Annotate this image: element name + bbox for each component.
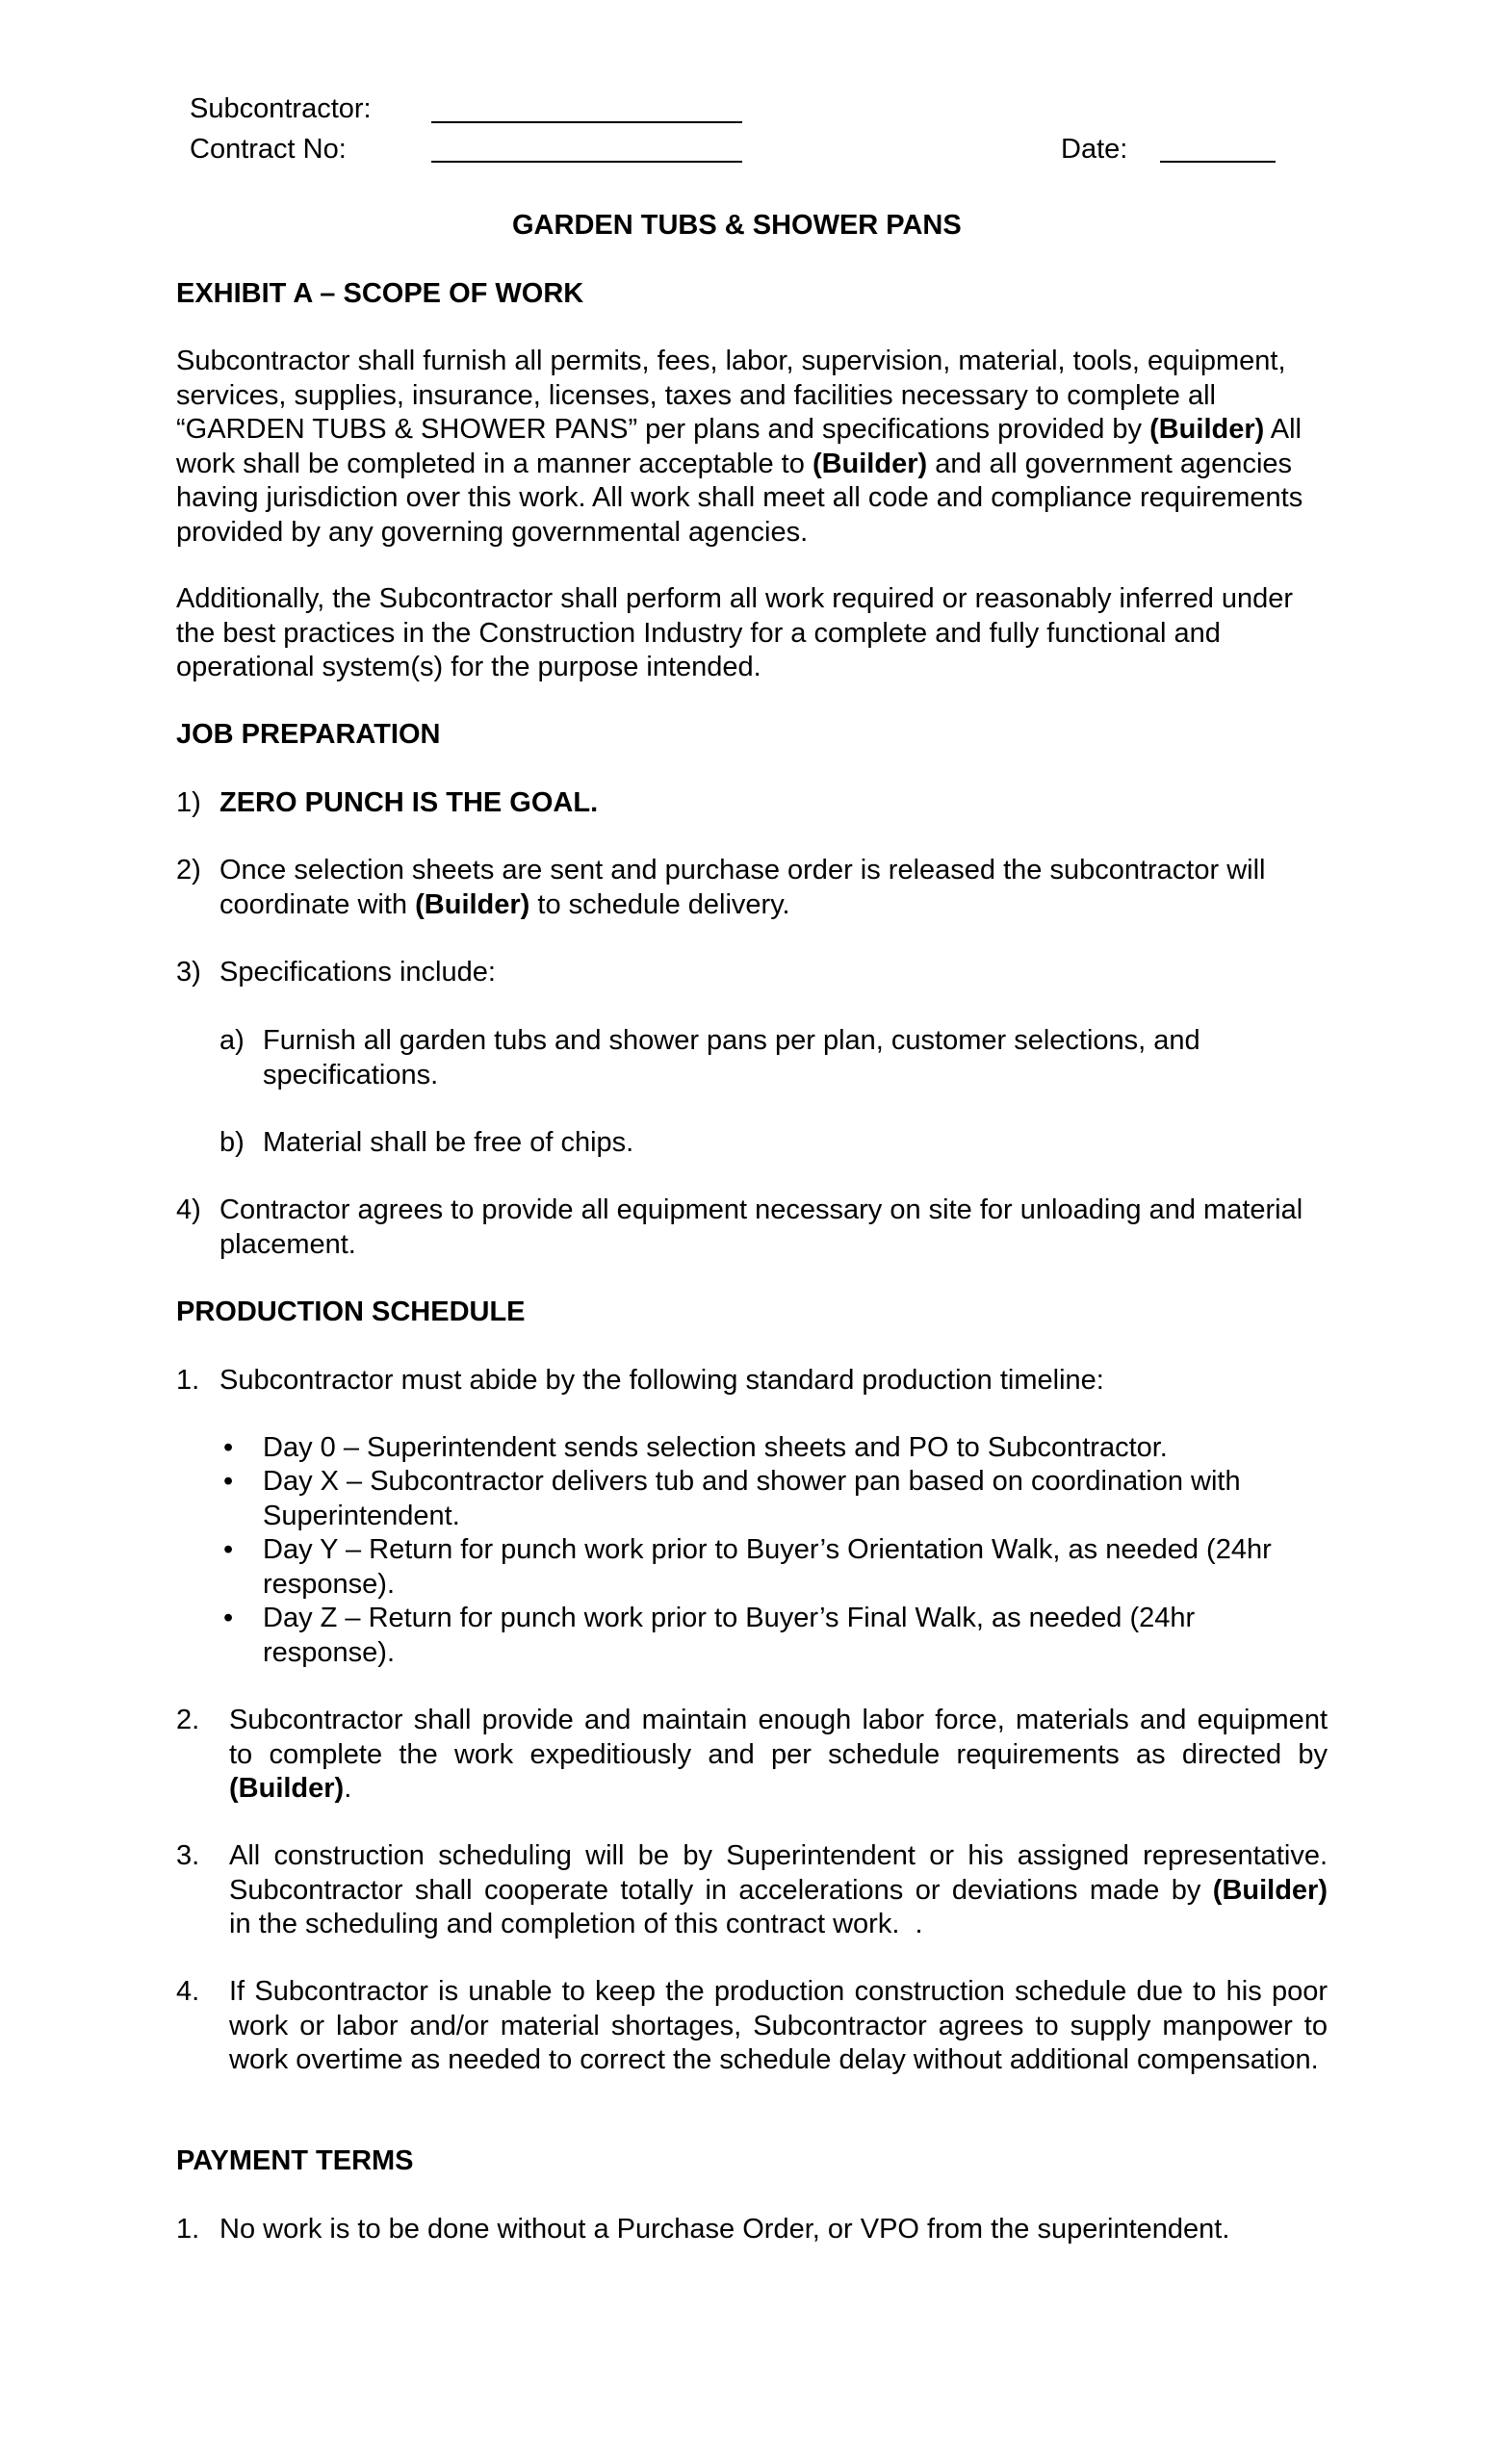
production-item-3 [229, 1839, 1367, 1942]
scope-p1-text-b: All work shall be completed in a manner acceptable to [176, 414, 1302, 479]
scope-paragraph-1 [176, 345, 1328, 550]
builder-ref: (Builder) [1212, 1874, 1328, 1906]
job-prep-item-3-number: 3) [176, 957, 201, 988]
spec-item-a-letter: a) [219, 1025, 245, 1056]
production-item-2 [229, 1704, 1328, 1807]
payment-item-1: No work is to be done without a Purchase Order, or VPO from the superintendent. [219, 2214, 1230, 2245]
production-item-3-number: 3. [176, 1840, 200, 1871]
scope-paragraph-2: Additionally, the Subcontractor shall perform all work required or reasonably inferred under the best practices in the Construction Industry for a complete and fully functional and operational system(s) for the purpose intended. [176, 583, 1294, 682]
subcontractor-blank-line[interactable] [431, 121, 742, 123]
job-prep-item-2 [219, 854, 1327, 922]
production-item-4-number: 4. [176, 1976, 200, 2007]
bullet-glyph: • [223, 1466, 234, 1497]
production-schedule-heading: PRODUCTION SCHEDULE [176, 1296, 526, 1327]
contract-no-blank-line[interactable] [431, 161, 742, 163]
job-prep-item-1-number: 1) [176, 787, 201, 818]
date-label: Date: [1061, 134, 1128, 165]
exhibit-heading: EXHIBIT A – SCOPE OF WORK [176, 278, 584, 309]
production-item-3-text-b: in the scheduling and completion of this contract work. . [229, 1874, 1367, 1939]
production-item-1: Subcontractor must abide by the following standard production timeline: [219, 1365, 1104, 1396]
builder-ref: (Builder) [415, 888, 530, 920]
subcontractor-label: Subcontractor: [190, 93, 372, 124]
spec-item-b-letter: b) [219, 1127, 245, 1158]
timeline-bullet-day-0: Day 0 – Superintendent sends selection sheets and PO to Subcontractor. [263, 1432, 1168, 1463]
document-title: GARDEN TUBS & SHOWER PANS [512, 210, 962, 241]
production-item-4: If Subcontractor is unable to keep the production construction schedule due to his poor work or labor and/or material shortages, Subcontractor agrees to supply manpower to work overtime as needed to correct the schedule delay without additional compensation. [229, 1976, 1328, 2075]
scope-p1-text-a: Subcontractor shall furnish all permits, fees, labor, supervision, material, tools, equipment, services, supplies, insurance, licenses, taxes and facilities necessary to complete all “GARDEN TUBS & SHOWER PANS” per plans and specifications provided by [176, 346, 1286, 445]
job-prep-item-3: Specifications include: [219, 957, 496, 988]
production-item-3-text-a: All construction scheduling will be by Superintendent or his assigned representative. Subcontractor shall cooperate totally in accelerations or deviations made by [229, 1840, 1336, 1906]
payment-item-1-number: 1. [176, 2214, 200, 2245]
timeline-bullet-day-y: Day Y – Return for punch work prior to Buyer’s Orientation Walk, as needed (24hr response). [263, 1534, 1272, 1600]
timeline-bullet-day-x: Day X – Subcontractor delivers tub and shower pan based on coordination with Superintendent. [263, 1466, 1241, 1531]
spec-item-a: Furnish all garden tubs and shower pans per plan, customer selections, and specifications. [263, 1025, 1200, 1091]
job-prep-item-1: ZERO PUNCH IS THE GOAL. [219, 787, 599, 818]
builder-ref: (Builder) [812, 448, 928, 479]
timeline-bullet-day-z: Day Z – Return for punch work prior to Buyer’s Final Walk, as needed (24hr response). [263, 1603, 1196, 1668]
job-prep-item-2-text-b: to schedule delivery. [529, 888, 790, 920]
job-preparation-heading: JOB PREPARATION [176, 719, 441, 750]
bullet-glyph: • [223, 1534, 234, 1565]
date-blank-line[interactable] [1160, 161, 1276, 163]
contract-no-label: Contract No: [190, 134, 347, 165]
production-item-2-text-b: . [344, 1773, 352, 1804]
builder-ref: (Builder) [1149, 414, 1265, 445]
job-prep-item-2-number: 2) [176, 855, 201, 886]
job-prep-item-2-text-a: Once selection sheets are sent and purchase order is released the subcontractor will coordinate with [219, 855, 1266, 920]
builder-ref: (Builder) [229, 1773, 345, 1804]
job-prep-item-4: Contractor agrees to provide all equipment necessary on site for unloading and material placement. [219, 1194, 1303, 1260]
spec-item-b: Material shall be free of chips. [263, 1127, 634, 1158]
bullet-glyph: • [223, 1432, 234, 1463]
production-item-1-number: 1. [176, 1365, 200, 1396]
production-item-2-text-a: Subcontractor shall provide and maintain enough labor force, materials and equipment to complete the work expeditiously and per schedule requirements as directed by [229, 1705, 1328, 1770]
payment-terms-heading: PAYMENT TERMS [176, 2145, 414, 2176]
bullet-glyph: • [223, 1603, 234, 1633]
scope-p1-text-c: and all government agencies having jurisdiction over this work. All work shall meet all code and compliance requirements provided by any governing governmental agencies. [176, 448, 1303, 548]
production-item-2-number: 2. [176, 1705, 200, 1735]
job-prep-item-4-number: 4) [176, 1194, 201, 1225]
